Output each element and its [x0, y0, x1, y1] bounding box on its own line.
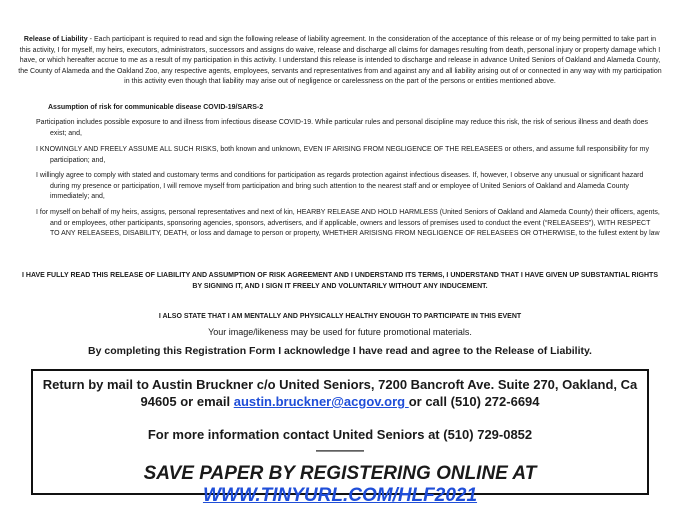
phone-text: or call (510) 272-6694 — [408, 394, 540, 409]
assumption-paragraph-2: I KNOWINGLY AND FREELY ASSUME ALL SUCH RISKS, both known and unknown, EVEN IF ARISING FROM NEGLIGENCE OF THE RELEASEES or others, and assume full responsibility for my participation; and, — [36, 146, 649, 164]
register-online-banner — [33, 463, 647, 507]
email-link[interactable]: austin.bruckner@acgov.org — [233, 394, 409, 409]
agree-statement: By completing this Registration Form I acknowledge I have read and agree to the Release of Liability. — [88, 345, 592, 357]
assumption-paragraph-3: I willingly agree to comply with stated and customary terms and conditions for participation as regards protection against infectious diseases. If, however, I observe any unusual or significant hazard during my presence or participation, I will remove myself from participation and bring such attention to the nearest staff and or employee of United Seniors of Oakland and Alameda County immediately; and, — [36, 172, 644, 201]
likeness-notice: Your image/likeness may be used for future promotional materials. — [208, 327, 472, 337]
assumption-paragraph-4: I for myself on behalf of my heirs, assigns, personal representatives and next of kin, HEARBY RELEASE AND HOLD HARMLESS (United Seniors of Oakland and Alameda County) their officers, agents, and or employees, other participants, sponsoring agencies, sponsors, advertisers, and if applicable, owners and lessors of premises used to conduct the event (“RELEASEES”), WITH RESPECT TO ANY RELEASEES, DISABILITY, DEATH, or loss and damage to person or property, WHETHER ARISISNG FROM NEGLIGENCE OF RELEASEES OR OTHERWISE, to the fullest extent by law — [36, 209, 660, 238]
contact-box — [31, 369, 649, 506]
release-heading: Release of Liability — [23, 36, 88, 43]
mail-instructions — [33, 376, 647, 410]
register-online-link[interactable]: WWW.TINYURL.COM/HLF2021 — [202, 485, 478, 506]
save-paper-text: SAVE PAPER BY REGISTERING ONLINE AT — [143, 463, 537, 484]
acknowledgement-statement: I HAVE FULLY READ THIS RELEASE OF LIABILITY AND ASSUMPTION OF RISK AGREEMENT AND I UNDERSTAND ITS TERMS, I UNDERSTAND THAT I HAVE GIVEN UP SUBSTANTIAL RIGHTS BY SIGNING IT, AND I SIGN IT FREELY AND VOLUNTARILY WITHOUT ANY INDUCEMENT. — [22, 272, 658, 290]
release-of-liability-paragraph — [18, 35, 662, 88]
healthy-statement: I ALSO STATE THAT I AM MENTALLY AND PHYSICALLY HEALTHY ENOUGH TO PARTICIPATE IN THIS EVENT — [158, 313, 522, 320]
release-body: - Each participant is required to read and sign the following release of liability agreement. In the consideration of the acceptance of this release or of my being permitted to take part in this activity, I for myself, my heirs, executors, administrators, successors and assigns do waive, release and discharge all claims for damages resulting from death, personal injury or property damage which I have, or which hereafter accrue to me as a result of my participation in this activity. I understand this release is intended to discharge and release in advance United Seniors of Oakland and Alameda County, the County of Alameda and the Oakland Zoo, any respective agents, employees, servants and representatives from and against any and all liability arising out of or connected in any way with my participation in this activity even though that liability may arise out of negligence or carelessness on the part of the persons or entities mentioned above. — [18, 36, 662, 86]
divider-dashes: ———— — [316, 443, 364, 457]
info-contact: For more information contact United Seniors at (510) 729-0852 — [147, 427, 533, 442]
assumption-heading: Assumption of risk for communicable disease COVID-19/SARS-2 — [48, 104, 264, 111]
assumption-paragraph-1: Participation includes possible exposure to and illness from infectious disease COVID-19. While particular rules and personal discipline may reduce this risk, the risk of serious illness and death does exist; and, — [36, 119, 649, 137]
mail-text: Return by mail to Austin Bruckner c/o United Seniors, 7200 Bancroft Ave. Suite 270, Oakland, Ca 94605 or email — [42, 377, 638, 409]
